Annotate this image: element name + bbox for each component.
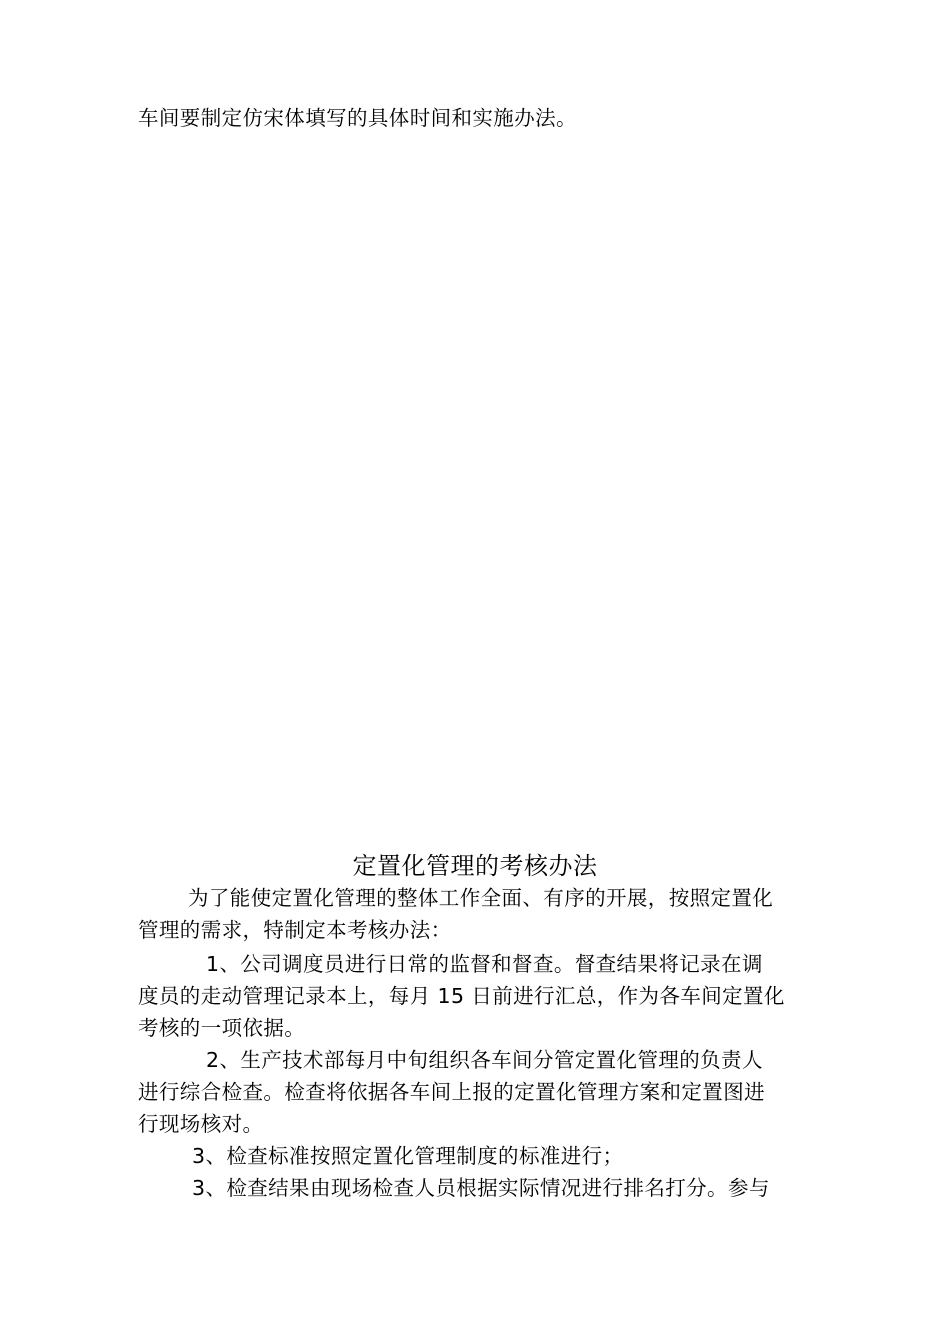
item1-line-3: 考核的一项依据。 bbox=[138, 1016, 306, 1040]
item1-line-2: 度员的走动管理记录本上，每月 15 日前进行汇总，作为各车间定置化 bbox=[138, 984, 785, 1008]
previous-page-text: 车间要制定仿宋体填写的具体时间和实施办法。 bbox=[138, 106, 577, 130]
item2-line-1: 2、生产技术部每月中旬组织各车间分管定置化管理的负责人 bbox=[206, 1048, 763, 1072]
item3-line: 3、检查标准按照定置化管理制度的标准进行； bbox=[192, 1144, 624, 1168]
item2-line-2: 进行综合检查。检查将依据各车间上报的定置化管理方案和定置图进 bbox=[138, 1080, 765, 1104]
item1-line-1: 1、公司调度员进行日常的监督和督查。督查结果将记录在调 bbox=[206, 952, 763, 976]
intro-line-2: 管理的需求，特制定本考核办法： bbox=[138, 918, 452, 942]
item2-line-3: 行现场核对。 bbox=[138, 1112, 264, 1136]
intro-line-1: 为了能使定置化管理的整体工作全面、有序的开展，按照定置化 bbox=[188, 886, 774, 910]
item4-line: 3、检查结果由现场检查人员根据实际情况进行排名打分。参与 bbox=[192, 1176, 770, 1200]
section-title: 定置化管理的考核办法 bbox=[352, 852, 598, 880]
